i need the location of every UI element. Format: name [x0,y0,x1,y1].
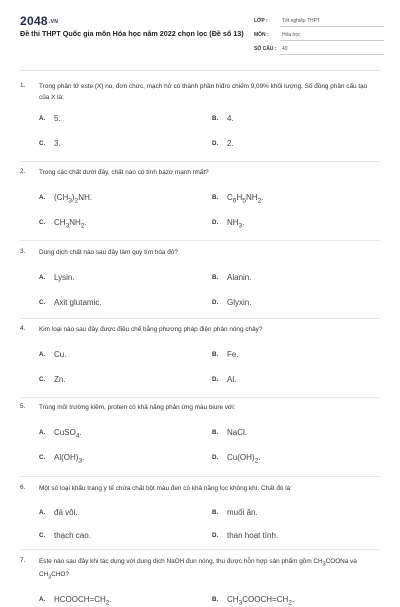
site-logo[interactable] [20,14,58,28]
option-text: Lysin. [54,273,75,282]
meta-underline [280,54,384,55]
option-letter: A. [39,596,46,603]
option-text: đá vôi. [54,508,78,517]
option-text: NaCl. [227,428,248,437]
option-letter: B. [212,509,219,516]
exam-title: Đề thi THPT Quốc gia môn Hóa học năm 2022 chọn lọc (Đề số 13) [20,29,244,38]
option-letter: D. [212,532,219,539]
option-text: Al. [227,375,237,384]
option-text: than hoạt tính. [227,531,279,540]
meta-value: Hóa học [282,32,301,38]
option-letter: D. [212,219,219,226]
option-text: $Al(OH)_3$. [54,453,85,465]
question-separator [20,476,380,477]
meta-value: Tốt nghiệp THPT [282,18,320,24]
meta-key: LỚP : [254,18,268,24]
question-separator [20,161,380,162]
question-number: 3. [20,248,26,255]
question-text: Trong môi trường kiềm, protein có khả năng phản ứng màu biure với: [39,404,236,411]
option-text: Alanin. [227,273,252,282]
option-text: $CH_3NH_2$. [54,218,87,230]
option-letter: B. [212,115,219,122]
option-text: $Cu(OH)_2$. [227,453,261,465]
option-letter: C. [39,299,46,306]
option-text: muối ăn. [227,508,258,517]
question-number: 7. [20,557,26,564]
option-text: 5. [54,114,61,123]
question-separator [20,318,380,319]
option-letter: A. [39,115,46,122]
question-text: Trong các chất dưới đây, chất nào có tính bazơ mạnh nhất? [39,169,209,176]
option-text: 2. [227,139,234,148]
question-separator [20,397,380,398]
option-letter: C. [39,219,46,226]
option-letter: C. [39,454,46,461]
option-text: $CH_3COOCH=CH_2$. [227,595,295,607]
option-text: $HCOOCH=CH_2$. [54,595,112,607]
option-letter: C. [39,140,46,147]
question-separator [20,240,380,241]
question-text: Một số loại khẩu trang y tế chứa chất bột màu đen có khả năng lọc không khí. Chất đó là: [39,485,292,492]
option-letter: C. [39,532,46,539]
logo-domain: .VN [48,18,59,25]
option-letter: B. [212,351,219,358]
option-letter: D. [212,376,219,383]
meta-value: 40 [282,46,288,52]
option-letter: D. [212,299,219,306]
option-text: 4. [227,114,234,123]
option-text: Zn. [54,375,66,384]
option-letter: A. [39,194,46,201]
meta-key: MÔN : [254,32,269,38]
question-text: Dung dịch chất nào sau đây làm quỳ tím hóa đỏ? [39,249,178,256]
logo-text: 2048 [20,14,48,28]
meta-underline [280,26,384,27]
option-letter: C. [39,376,46,383]
option-text: thạch cao. [54,531,91,540]
option-text: $NH_3$. [227,218,245,230]
option-letter: A. [39,509,46,516]
question-number: 2. [20,168,26,175]
option-letter: B. [212,596,219,603]
option-letter: B. [212,274,219,281]
question-number: 4. [20,325,26,332]
option-letter: A. [39,274,46,281]
option-text: Glyxin. [227,298,252,307]
option-text: $C_6H_5NH_2$. [227,193,264,205]
option-letter: D. [212,140,219,147]
option-letter: A. [39,351,46,358]
option-letter: B. [212,429,219,436]
question-number: 1. [20,82,26,89]
question-separator [20,549,380,550]
question-text: Kim loại nào sau đây được điều chế bằng phương pháp điện phân nóng chảy? [39,326,263,333]
question-number: 6. [20,484,26,491]
option-text: CuSO$_4$. [54,428,82,440]
question-text: Este nào sau đây khi tác dụng với dung dịch NaOH đun nóng, thu được hỗn hợp sản phẩm gồm $CH_3COONa$ và $CH_3CHO$? [39,558,357,581]
option-letter: A. [39,429,46,436]
document-header [0,0,400,70]
option-text: $(CH_3)_2NH$. [54,193,93,205]
meta-key: SỐ CÂU : [254,46,277,52]
option-text: 3. [54,139,61,148]
option-letter: D. [212,454,219,461]
option-text: Axit glutamic. [54,298,102,307]
option-letter: B. [212,194,219,201]
meta-underline [280,40,384,41]
option-text: Cu. [54,350,67,359]
question-number: 5. [20,403,26,410]
option-text: Fe. [227,350,239,359]
question-text: Trong phân tử este (X) no, đơn chức, mạch hở có thành phần hiđro chiếm 9,09% khối lượng. Số đồng phân cấu tạo của X là: [39,83,368,101]
header-divider [20,70,380,71]
